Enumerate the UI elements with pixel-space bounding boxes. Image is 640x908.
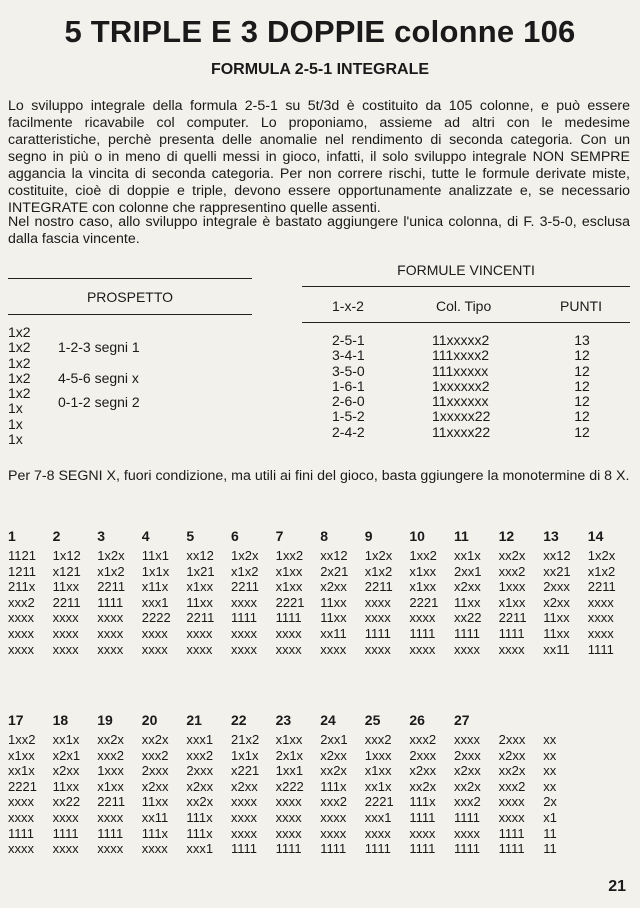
grid-cell: xxx2	[409, 732, 437, 747]
grid-cell: 1x21	[186, 563, 215, 579]
grid-cell: xxxx	[231, 641, 257, 657]
grid-cell: xxx2	[97, 747, 124, 763]
grid-cell: xx2x	[409, 778, 437, 794]
grid-cell: xxxx	[409, 641, 436, 657]
grid-cell: xxxx	[498, 794, 525, 810]
grid-cell: xxxx	[97, 810, 124, 825]
grid-cell: xxxx	[587, 594, 614, 610]
grid-cell: x1xx	[275, 563, 303, 579]
grid-cell: xxxx	[8, 810, 34, 825]
grid-cell: 2211	[186, 610, 215, 626]
tipo-cell: 11xxxxx2	[432, 332, 490, 348]
grid-cell: 1111	[498, 825, 525, 841]
grid-cell: xx	[543, 747, 557, 763]
tipo-cell: 11xxxxxx	[432, 393, 489, 410]
grid-cell: 2221	[409, 594, 439, 610]
grid-cell: xx12	[186, 548, 214, 563]
grid-cell: xx2x	[320, 763, 347, 779]
grid-cell: xxxx	[97, 641, 124, 657]
grid-cell: xxxx	[231, 810, 257, 825]
grid-cell: xx12	[320, 548, 348, 563]
grid-cell: 2211	[97, 579, 126, 595]
column-number: 21	[186, 712, 202, 728]
grid-cell: 2211	[364, 579, 393, 595]
grid-cell: xxxx	[52, 641, 79, 657]
grid-cell: xxx2	[498, 563, 526, 579]
grid-cell: 11xx	[141, 794, 169, 810]
grid-cell: 1111	[409, 841, 436, 857]
grid-cell: xx	[543, 778, 557, 794]
grid-cell: 2221	[8, 778, 37, 794]
prospetto-bottom-rule	[8, 314, 252, 315]
column-number: 24	[320, 712, 336, 728]
grid-cell: xxxx	[498, 641, 525, 657]
grid-cell: xxxx	[364, 594, 391, 610]
grid-cell: xxxx	[587, 610, 614, 626]
column-number: 25	[364, 712, 381, 728]
column-number: 7	[275, 528, 284, 544]
grid-cell: x1x2	[97, 563, 125, 579]
grid-cell: xxxx	[231, 626, 257, 641]
grid-cell: xxxx	[8, 610, 34, 626]
grid-cell: xxxx	[8, 841, 34, 857]
grid-cell: xxxx	[186, 626, 213, 641]
grid-cell: xxxx	[52, 810, 79, 825]
grid-cell: x1xx	[97, 778, 124, 794]
grid-cell: xxxx	[231, 594, 257, 610]
prospetto-group-1: 1-2-3 segni 1	[58, 339, 140, 355]
grid-cell: xx2x	[454, 778, 481, 794]
grid-cell: xx1x	[454, 548, 481, 563]
column-number: 13	[543, 528, 559, 544]
grid-cell: xxxx	[320, 810, 347, 825]
column-number: 5	[186, 528, 195, 544]
grid-cell: 2x1x	[275, 747, 304, 763]
grid-cell: 1111	[409, 810, 436, 825]
formule-header-formula: 1-x-2	[332, 298, 364, 314]
grid-cell: xxxx	[141, 641, 168, 657]
formula-cell: 2-6-0	[332, 393, 365, 410]
grid-cell: 1xx2	[409, 548, 437, 563]
tipo-cell: 11xxxx22	[432, 423, 491, 440]
grid-cell: x221	[231, 763, 260, 779]
grid-cell: xxx2	[364, 732, 392, 747]
grid-cell: 2221	[275, 594, 305, 610]
grid-cell: x2xx	[454, 763, 481, 779]
prospetto-sign: 1x	[8, 400, 23, 417]
tipo-cell: 1xxxxx22	[432, 408, 491, 425]
grid-cell: xxxx	[275, 641, 302, 657]
grid-cell: 1x2x	[231, 548, 259, 563]
formula-cell: 1-5-2	[332, 408, 365, 425]
grid-cell: x1xx	[409, 563, 437, 579]
grid-cell: 11	[543, 841, 557, 857]
grid-cell: xx	[543, 732, 557, 747]
grid-cell: xxxx	[454, 825, 480, 841]
formula-cell: 3-5-0	[332, 362, 365, 379]
grid-cell: 1x2x	[587, 548, 616, 563]
grid-cell: xxxx	[364, 825, 391, 841]
formule-punti-column	[568, 333, 596, 440]
prospetto-group-3: 0-1-2 segni 2	[58, 394, 140, 410]
grid-cell: 1xxx	[364, 747, 392, 763]
column-number: 8	[320, 528, 328, 544]
grid-cell: xx11	[543, 641, 570, 657]
grid-cell: xx2x	[498, 548, 526, 563]
grid-cell: xxxx	[454, 732, 480, 747]
prospetto-top-rule	[8, 278, 252, 279]
grid-cell: 11x1	[141, 548, 170, 563]
column-number: 23	[275, 712, 292, 728]
grid-cell: x2xx	[320, 747, 347, 763]
grid-cell: x1xx	[409, 579, 437, 595]
grid-cell: 2xxx	[454, 747, 481, 763]
prospetto-sign: 1x2	[8, 339, 31, 356]
grid-cell: 2xxx	[409, 747, 437, 763]
grid-cell: xx12	[543, 548, 571, 563]
grid-cell: x2xx	[409, 763, 437, 779]
grid-cell: xxx1	[364, 810, 392, 825]
grid-cell: 2x	[543, 794, 557, 810]
column-number: 20	[141, 712, 158, 728]
grid-cell: 1111	[498, 626, 525, 641]
page-title: 5 TRIPLE E 3 DOPPIE colonne 106	[64, 14, 576, 49]
grid-cell: 1xx1	[275, 763, 304, 779]
grid-cell: 11xx	[52, 778, 80, 794]
column-number: 17	[8, 712, 24, 728]
grid-cell: x11x	[141, 579, 169, 595]
grid-cell: xxxx	[97, 626, 124, 641]
grid-cell: x2xx	[454, 579, 481, 595]
grid-cell: xxxx	[275, 794, 302, 810]
column-number: 14	[587, 528, 604, 544]
column-number: 22	[231, 712, 247, 728]
grid-cell: xxxx	[8, 641, 34, 657]
grid-cell: 1111	[409, 626, 436, 641]
grid-cell: xx2x	[141, 732, 169, 747]
grid-cell: xxxx	[320, 825, 347, 841]
grid-cell: 2211	[97, 794, 126, 810]
grid-cell: xxx2	[8, 594, 35, 610]
column-number: 27	[454, 712, 470, 728]
grid-cell: xxxx	[141, 841, 168, 857]
grid-cell: x2xx	[543, 594, 570, 610]
grid-cell: xxxx	[364, 610, 391, 626]
grid-cell: 11xx	[454, 594, 481, 610]
page-subtitle: FORMULA 2-5-1 INTEGRALE	[210, 61, 430, 78]
grid-cell: 11xx	[320, 610, 347, 626]
formule-header-punti: PUNTI	[560, 298, 602, 314]
grid-cell: 2xxx	[141, 763, 169, 779]
grid-cell: xxxx	[231, 825, 257, 841]
grid-cell: xx1x	[8, 763, 35, 779]
grid-cell: xxxx	[454, 641, 480, 657]
prospetto-group-2: 4-5-6 segni x	[58, 370, 139, 386]
grid-cell: 2x21	[320, 563, 349, 579]
column-number: 2	[52, 528, 61, 544]
grid-cell: 2221	[364, 794, 394, 810]
grid-cell: 1211	[8, 563, 36, 579]
grid-cell: 2211	[52, 594, 81, 610]
grid-cell: xxxx	[8, 794, 34, 810]
grid-cell: xx2x	[97, 732, 124, 747]
column-number: 10	[409, 528, 425, 544]
grid-cell: xx21	[543, 563, 571, 579]
grid-cell: xxxx	[141, 626, 168, 641]
prospetto-sign: 1x	[8, 415, 23, 432]
grid-cell: 1xxx	[498, 579, 526, 595]
column-number: 19	[97, 712, 113, 728]
punti-cell: 12	[574, 423, 590, 440]
grid-cell: x2xx	[320, 579, 347, 595]
grid-cell: x1xx	[8, 747, 35, 763]
grid-cell: x1xx	[364, 763, 392, 779]
prospetto-sign: 1x2	[8, 354, 31, 371]
grid-cell: xxxx	[275, 810, 302, 825]
grid-cell: 1xx2	[8, 732, 36, 747]
grid-cell: xxxx	[409, 610, 436, 626]
formula-cell: 2-4-2	[332, 423, 365, 440]
grid-cell: 211x	[8, 579, 36, 595]
grid-cell: 1xx2	[275, 548, 304, 563]
grid-cell: 1111	[454, 810, 481, 825]
column-number: 11	[454, 528, 469, 544]
grid-cell: 1111	[498, 841, 525, 857]
grid-cell: xxxx	[275, 825, 302, 841]
grid-cell: x1xx	[275, 579, 303, 595]
grid-cell: 2xxx	[498, 732, 526, 747]
grid-cell: x1x2	[587, 563, 616, 579]
punti-cell: 12	[574, 362, 590, 379]
grid-cell: xxx1	[186, 841, 214, 857]
formule-formula-column	[332, 333, 365, 440]
grid-cell: 2xx1	[454, 563, 482, 579]
punti-cell: 12	[574, 347, 590, 364]
column-number: 18	[52, 712, 69, 728]
grid-cell: xx2x	[498, 763, 526, 779]
grid-cell: 1111	[587, 641, 614, 657]
column-number: 12	[498, 528, 515, 544]
prospetto-heading: PROSPETTO	[86, 289, 174, 305]
grid-cell: xx1x	[52, 732, 80, 747]
tipo-cell: 111xxxx2	[432, 347, 490, 364]
grid-cell: xxxx	[587, 626, 614, 641]
column-number: 3	[97, 528, 105, 544]
punti-cell: 13	[574, 332, 590, 348]
grid-cell: 2xxx	[186, 763, 214, 779]
second-paragraph: Nel nostro caso, allo sviluppo integrale è bastato aggiungere l'unica colonna, di F. 3-5-0, esclusa dalla fascia vincente.	[8, 214, 630, 247]
grid-cell: x1x2	[231, 563, 259, 579]
column-number: 4	[141, 528, 150, 544]
grid-cell: xxxx	[409, 825, 436, 841]
formule-mid-rule	[302, 322, 630, 323]
grid-cell: 111x	[320, 778, 347, 794]
grid-cell: 1111	[320, 841, 347, 857]
grid-cell: x2xx	[186, 778, 214, 794]
grid-cell: 1111	[52, 825, 79, 841]
formule-top-rule	[302, 286, 630, 287]
tipo-cell: 111xxxxx	[432, 362, 489, 379]
grid-cell: xxxx	[275, 626, 302, 641]
grid-cell: 21x2	[231, 732, 260, 747]
punti-cell: 12	[574, 377, 590, 394]
grid-cell: x222	[275, 778, 304, 794]
grid-cell: xxx2	[320, 794, 347, 810]
grid-cell: xxxx	[364, 641, 391, 657]
grid-cell: 1111	[364, 626, 391, 641]
grid-cell: xx22	[52, 794, 81, 810]
grid-cell: 2xx1	[320, 732, 348, 747]
grid-cell: xx11	[320, 626, 347, 641]
grid-cell: x1	[543, 810, 557, 825]
grid-cell: xx2x	[186, 794, 214, 810]
grid-cell: 1111	[275, 841, 302, 857]
grid-cell: xxx1	[186, 732, 214, 747]
grid-cell: 11	[543, 825, 557, 841]
grid-cell: 1111	[364, 841, 391, 857]
grid-cell: xxxx	[52, 626, 79, 641]
page-number: 21	[608, 878, 626, 895]
grid-cell: x2x1	[52, 747, 81, 763]
prospetto-sign: 1x2	[8, 385, 31, 402]
grid-cell: x1xx	[186, 579, 214, 595]
grid-cell: x1x2	[364, 563, 393, 579]
formula-cell: 1-6-1	[332, 377, 365, 394]
grid-cell: 2211	[587, 579, 616, 595]
grid-cell: 11xx	[320, 594, 347, 610]
grid-cell: 2211	[231, 579, 259, 595]
prospetto-sign: 1x2	[8, 369, 31, 386]
punti-cell: 12	[574, 408, 590, 425]
grid-cell: x2xx	[141, 778, 169, 794]
punti-cell: 12	[574, 393, 590, 410]
grid-cell: xx11	[141, 810, 169, 825]
grid-cell: xxxx	[52, 841, 79, 857]
grid-cell: xxx2	[141, 747, 169, 763]
prospetto-sign: 1x	[8, 431, 23, 448]
grid-cell: 2xxx	[543, 579, 570, 595]
grid-cell: 111x	[186, 825, 213, 841]
grid-cell: 1111	[275, 610, 302, 626]
grid-cell: 111x	[186, 810, 213, 825]
formula-cell: 3-4-1	[332, 347, 365, 364]
grid-cell: 1121	[8, 548, 36, 563]
formule-tipo-column	[432, 333, 490, 440]
grid-cell: x1xx	[498, 594, 526, 610]
grid-cell: xxxx	[320, 641, 347, 657]
grid-cell: 1xxx	[97, 763, 124, 779]
grid-cell: x2xx	[498, 747, 526, 763]
grid-cell: 111x	[141, 825, 169, 841]
third-paragraph: Per 7-8 SEGNI X, fuori condizione, ma utili ai fini del gioco, basta ggiungere la monotermine di 8 X.	[8, 468, 630, 484]
grid-cell: 11xx	[186, 594, 213, 610]
grid-cell: 1111	[8, 825, 35, 841]
grid-cell: xxxx	[97, 841, 124, 857]
grid-cell: 1x2x	[364, 548, 393, 563]
grid-cell: xxxx	[498, 810, 525, 825]
grid-cell: 1x12	[52, 548, 81, 563]
grid-cell: x2xx	[231, 778, 258, 794]
prospetto-signs	[8, 325, 31, 447]
column-number: 9	[364, 528, 373, 544]
grid-cell: xxx1	[141, 594, 169, 610]
column-number: 26	[409, 712, 425, 728]
grid-cell: 1111	[231, 610, 258, 626]
column-number: 6	[231, 528, 239, 544]
grid-cell: 1111	[454, 626, 481, 641]
grid-cell: xx22	[454, 610, 482, 626]
grid-cell: xxxx	[231, 794, 257, 810]
grid-cell: xxxx	[8, 626, 34, 641]
grid-cell: 11xx	[543, 610, 570, 626]
formule-header-tipo: Col. Tipo	[436, 298, 492, 314]
grid-cell: xxxx	[186, 641, 213, 657]
grid-cell: 11xx	[52, 579, 80, 595]
formule-heading: FORMULE VINCENTI	[397, 262, 535, 278]
grid-cell: x1xx	[275, 732, 303, 747]
grid-cell: 1x1x	[231, 747, 259, 763]
grid-cell: x2xx	[52, 763, 80, 779]
grid-cell: 1111	[454, 841, 481, 857]
grid-cell: 2222	[141, 610, 171, 626]
prospetto-sign: 1x2	[8, 324, 31, 340]
grid-cell: 111x	[409, 794, 436, 810]
grid-cell: 2211	[498, 610, 527, 626]
grid-cell: 1x1x	[141, 563, 170, 579]
grid-cell: 1x2x	[97, 548, 125, 563]
grid-cell: xxx2	[498, 778, 526, 794]
grid-cell: xxx2	[454, 794, 481, 810]
grid-cell: 1111	[97, 825, 124, 841]
grid-cell: 1111	[231, 841, 258, 857]
grid-cell: x121	[52, 563, 81, 579]
grid-cell: 1111	[97, 594, 124, 610]
column-number: 1	[8, 528, 16, 544]
grid-cell: xx1x	[364, 778, 392, 794]
grid-cell: 11xx	[543, 626, 570, 641]
grid-cell: xxx2	[186, 747, 214, 763]
formula-cell: 2-5-1	[332, 332, 365, 348]
grid-cell: xxxx	[97, 610, 124, 626]
grid-cell: xx	[543, 763, 557, 779]
tipo-cell: 1xxxxxx2	[432, 377, 490, 394]
intro-paragraph: Lo sviluppo integrale della formula 2-5-1 su 5t/3d è costituito da 105 colonne, e può essere facilmente ricavabile col computer. Lo proponiamo, assieme ad altri con le medesime caratteristiche, perchè presenta delle anomalie nel rendimento di seconda categoria. Con un segno in più o in meno di quelli messi in gioco, infatti, il solo sviluppo integrale NON SEMPRE aggancia la vincita di seconda categoria. Per non correre rischi, tutte le formule derivate miste, costituite, cioè di doppie e triple, devono essere opportunamente analizzate e, se necessario INTEGRATE con colonne che rappresentino quelle assenti.	[8, 98, 630, 216]
grid-cell: xxxx	[52, 610, 79, 626]
